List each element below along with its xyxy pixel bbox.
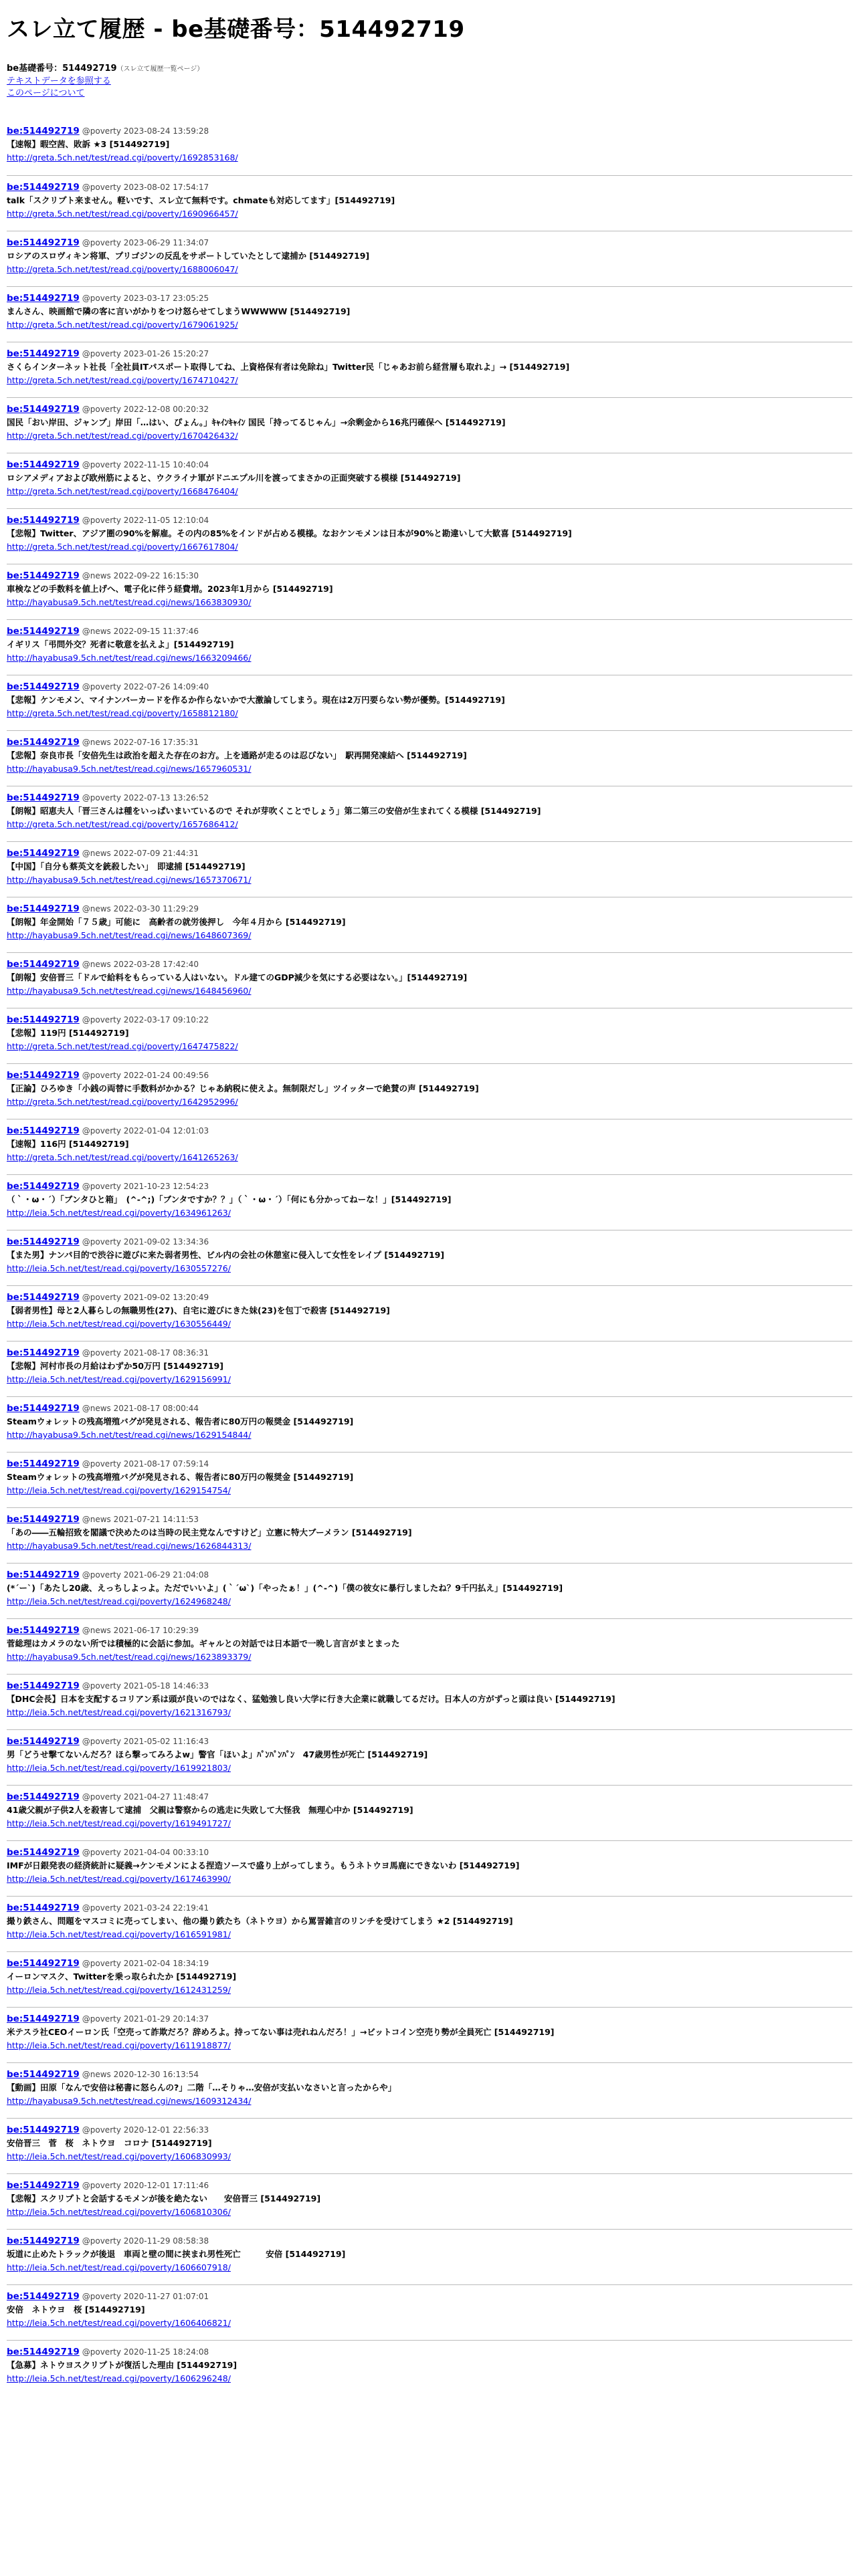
list-item	[7, 1951, 852, 2007]
list-item	[7, 1840, 852, 1896]
board-and-timestamp: @poverty 2021-10-23 12:54:23	[82, 1182, 209, 1191]
be-number-line	[7, 63, 852, 76]
board-and-timestamp: @poverty 2023-01-26 15:20:27	[82, 349, 209, 358]
entry-header	[7, 625, 852, 638]
thread-title: まんさん、映画館で隣の客に言いがかりをつけ怒らせてしまうWWWWW [514492719]	[7, 306, 351, 316]
board-and-timestamp: @poverty 2022-07-13 13:26:52	[82, 793, 209, 802]
thread-url-link[interactable]: http://hayabusa9.5ch.net/test/read.cgi/news/1657370671/	[7, 875, 252, 885]
entry-header	[7, 292, 852, 305]
thread-title: イギリス「弔問外交？死者に敬意を払えよ」[514492719]	[7, 639, 234, 649]
thread-title: イーロンマスク、Twitterを乗っ取られたか [514492719]	[7, 1971, 237, 1981]
entry-header	[7, 347, 852, 360]
thread-url-link[interactable]: http://hayabusa9.5ch.net/test/read.cgi/news/1623893379/	[7, 1652, 252, 1662]
list-item	[7, 2284, 852, 2340]
entry-header	[7, 1457, 852, 1471]
thread-title: 坂道に止めたトラックが後退 車両と壁の間に挟まれ男性死亡 安倍 [514492719]	[7, 2249, 346, 2259]
text-data-link[interactable]: テキストデータを参照する	[7, 76, 111, 86]
thread-url-link[interactable]: http://leia.5ch.net/test/read.cgi/poverty/1629156991/	[7, 1374, 231, 1384]
list-item	[7, 175, 852, 231]
entry-header	[7, 2345, 852, 2359]
entry-header	[7, 1790, 852, 1804]
entry-header	[7, 902, 852, 916]
board-and-timestamp: @news 2021-06-17 10:29:39	[82, 1626, 199, 1635]
entry-header	[7, 2012, 852, 2026]
be-id-link[interactable]: be:514492719	[7, 237, 80, 248]
entry-header	[7, 736, 852, 749]
be-number-label: be基礎番号：514492719	[7, 64, 117, 74]
list-item	[7, 231, 852, 286]
entry-header	[7, 1180, 852, 1193]
thread-url-link[interactable]: http://leia.5ch.net/test/read.cgi/poverty/1606830993/	[7, 2151, 231, 2161]
be-id-link[interactable]: be:514492719	[7, 1958, 80, 1969]
board-and-timestamp: @news 2021-07-21 14:11:53	[82, 1515, 199, 1524]
be-id-link[interactable]: be:514492719	[7, 1903, 80, 1913]
be-id-link[interactable]: be:514492719	[7, 1681, 80, 1691]
board-and-timestamp: @poverty 2023-06-29 11:34:07	[82, 238, 209, 247]
thread-url-link[interactable]: http://leia.5ch.net/test/read.cgi/poverty/1634961263/	[7, 1208, 231, 1218]
list-item	[7, 786, 852, 841]
thread-title: （｀・ω・´）「ブンタひと箱」 (^-^;)「ブンタですか？？」（｀・ω・´）「何にも分かってねーな！」[514492719]	[7, 1194, 452, 1204]
entry-header	[7, 569, 852, 582]
thread-title: 【悲報】Twitter、アジア圏の90%を解雇。その内の85%をインドが占める模様。なおケンモメンは日本が90%と勘違いして大歓喜 [514492719]	[7, 528, 572, 538]
board-and-timestamp: @poverty 2021-06-29 21:04:08	[82, 1570, 209, 1580]
entry-header	[7, 1124, 852, 1138]
page-meta	[7, 63, 852, 100]
thread-history-list	[7, 120, 852, 2395]
list-item	[7, 730, 852, 786]
be-id-link[interactable]: be:514492719	[7, 1014, 80, 1025]
entry-header	[7, 1679, 852, 1693]
thread-url-link[interactable]: http://hayabusa9.5ch.net/test/read.cgi/news/1657960531/	[7, 764, 252, 774]
list-item	[7, 675, 852, 730]
be-id-link[interactable]: be:514492719	[7, 1514, 80, 1525]
list-item	[7, 2340, 852, 2395]
board-and-timestamp: @poverty 2021-08-17 07:59:14	[82, 1459, 209, 1469]
list-item	[7, 1174, 852, 1230]
list-item	[7, 1230, 852, 1285]
thread-url-link[interactable]: http://leia.5ch.net/test/read.cgi/poverty/1606296248/	[7, 2373, 231, 2383]
entry-header	[7, 680, 852, 693]
entry-header	[7, 1846, 852, 1859]
entry-header	[7, 1069, 852, 1082]
thread-url-link[interactable]: http://leia.5ch.net/test/read.cgi/poverty/1619491727/	[7, 1818, 231, 1828]
be-id-link[interactable]: be:514492719	[7, 959, 80, 970]
thread-title: 【中国】「自分も蔡英文を銃殺したい」 即逮捕 [514492719]	[7, 861, 246, 871]
thread-url-link[interactable]: http://hayabusa9.5ch.net/test/read.cgi/news/1609312434/	[7, 2096, 252, 2106]
be-id-link[interactable]: be:514492719	[7, 1570, 80, 1580]
thread-url-link[interactable]: http://greta.5ch.net/test/read.cgi/poverty/1667617804/	[7, 542, 238, 552]
page-title: スレ立て履歴 - be基礎番号：514492719	[7, 16, 465, 43]
thread-title: ロシアのスロヴィキン将軍、プリゴジンの反乱をサポートしていたとして逮捕か [514492719]	[7, 251, 370, 261]
list-item	[7, 397, 852, 453]
thread-url-link[interactable]: http://greta.5ch.net/test/read.cgi/poverty/1658812180/	[7, 708, 238, 718]
entry-header	[7, 847, 852, 860]
entry-header	[7, 2234, 852, 2248]
board-and-timestamp: @poverty 2021-01-29 20:14:37	[82, 2014, 209, 2024]
entry-header	[7, 236, 852, 249]
board-and-timestamp: @poverty 2022-11-05 12:10:04	[82, 516, 209, 525]
thread-title: 安倍 ネトウヨ 桜 [514492719]	[7, 2304, 145, 2315]
thread-title: 【弱者男性】母と2人暮らしの無職男性(27)、自宅に遊びにきた妹(23)を包丁で殺害 [514492719]	[7, 1305, 390, 1315]
be-id-link[interactable]: be:514492719	[7, 293, 80, 304]
entry-header	[7, 1346, 852, 1360]
entry-header	[7, 514, 852, 527]
thread-url-link[interactable]: http://greta.5ch.net/test/read.cgi/poverty/1668476404/	[7, 486, 238, 496]
thread-url-link[interactable]: http://hayabusa9.5ch.net/test/read.cgi/news/1648456960/	[7, 986, 252, 996]
entry-header	[7, 1957, 852, 1970]
be-id-link[interactable]: be:514492719	[7, 1292, 80, 1303]
board-and-timestamp: @news 2022-07-16 17:35:31	[82, 738, 199, 747]
entry-header	[7, 1291, 852, 1304]
board-and-timestamp: @news 2022-09-15 11:37:46	[82, 627, 199, 636]
board-and-timestamp: @news 2022-09-22 16:15:30	[82, 571, 199, 580]
thread-title: 菅総理はカメラのない所では積極的に会話に参加。ギャルとの対話では日本語で一晩し言言がまとまった	[7, 1638, 400, 1648]
be-id-link[interactable]: be:514492719	[7, 1237, 80, 1247]
be-number-note: （スレ立て履歴一覧ページ）	[116, 66, 204, 73]
list-item	[7, 1674, 852, 1729]
thread-url-link[interactable]: http://leia.5ch.net/test/read.cgi/poverty/1619921803/	[7, 1763, 231, 1773]
board-and-timestamp: @poverty 2021-05-02 11:16:43	[82, 1737, 209, 1746]
board-and-timestamp: @poverty 2020-12-01 22:56:33	[82, 2125, 209, 2135]
list-item	[7, 1119, 852, 1174]
board-and-timestamp: @poverty 2021-09-02 13:34:36	[82, 1237, 209, 1247]
thread-title: 国民「おい岸田、ジャンプ」岸田「…はい、ぴょん。」ｷｬｲﾝｷｬｲﾝ 国民「持ってるじゃん」→余剰金から16兆円確保へ [514492719]	[7, 417, 506, 427]
thread-url-link[interactable]: http://leia.5ch.net/test/read.cgi/poverty/1630557276/	[7, 1263, 231, 1273]
thread-url-link[interactable]: http://greta.5ch.net/test/read.cgi/poverty/1692853168/	[7, 152, 238, 163]
thread-url-link[interactable]: http://hayabusa9.5ch.net/test/read.cgi/news/1663830930/	[7, 597, 252, 607]
board-and-timestamp: @news 2022-03-28 17:42:40	[82, 960, 199, 969]
be-id-link[interactable]: be:514492719	[7, 459, 80, 470]
thread-title: 41歳父親が子供2人を殺害して逮捕 父親は警察からの逃走に失敗して大怪我 無理心中か [514492719]	[7, 1805, 413, 1815]
board-and-timestamp: @poverty 2020-12-01 17:11:46	[82, 2181, 209, 2190]
thread-title: 【急募】ネトウヨスクリプトが復活した理由 [514492719]	[7, 2360, 237, 2370]
thread-title: 【正論】ひろゆき「小銭の両替に手数料がかかる？じゃあ納税に使えよ。無制限だし」ツイッターで絶賛の声 [514492719]	[7, 1083, 479, 1093]
board-and-timestamp: @poverty 2020-11-29 08:58:38	[82, 2236, 209, 2246]
be-id-link[interactable]: be:514492719	[7, 2180, 80, 2191]
list-item	[7, 1341, 852, 1396]
be-id-link[interactable]: be:514492719	[7, 126, 80, 136]
be-id-link[interactable]: be:514492719	[7, 903, 80, 914]
board-and-timestamp: @poverty 2022-03-17 09:10:22	[82, 1015, 209, 1025]
list-item	[7, 841, 852, 897]
thread-title: 撮り鉄さん、問題をマスコミに売ってしまい、他の撮り鉄たち（ネトウヨ）から罵詈雑言のリンチを受けてしまう ★2 [514492719]	[7, 1916, 513, 1926]
be-id-link[interactable]: be:514492719	[7, 792, 80, 803]
list-item	[7, 1396, 852, 1452]
thread-url-link[interactable]: http://greta.5ch.net/test/read.cgi/poverty/1657686412/	[7, 819, 238, 829]
thread-title: 【速報】116円 [514492719]	[7, 1139, 129, 1149]
thread-title: 米テスラ社CEOイーロン氏「空売って詐欺だろ？辞めろよ。持ってない事は売れねんだろ！」→ビットコイン空売り勢が全員死亡 [514492719]	[7, 2027, 555, 2037]
be-id-link[interactable]: be:514492719	[7, 2069, 80, 2080]
thread-url-link[interactable]: http://hayabusa9.5ch.net/test/read.cgi/news/1629154844/	[7, 1430, 252, 1440]
list-item	[7, 286, 852, 342]
be-id-link[interactable]: be:514492719	[7, 1847, 80, 1858]
thread-title: 【朗報】昭恵夫人「晋三さんは種をいっぱいまいているので それが芽吹くことでしょう」第二第三の安倍が生まれてくる模様 [514492719]	[7, 806, 541, 816]
list-item	[7, 453, 852, 508]
be-id-link[interactable]: be:514492719	[7, 182, 80, 193]
list-item	[7, 2062, 852, 2118]
thread-title: さくらインターネット社長「全社員ITパスポート取得してね、上資格保有者は免除ね」Twitter民「じゃあお前ら経営層も取れよ」→ [514492719]	[7, 362, 570, 372]
thread-url-link[interactable]: http://leia.5ch.net/test/read.cgi/poverty/1630556449/	[7, 1319, 231, 1329]
board-and-timestamp: @poverty 2023-08-24 13:59:28	[82, 126, 209, 136]
entry-header	[7, 1235, 852, 1249]
thread-url-link[interactable]: http://leia.5ch.net/test/read.cgi/poverty/1617463990/	[7, 1874, 231, 1884]
list-item	[7, 1285, 852, 1341]
board-and-timestamp: @poverty 2020-11-27 01:07:01	[82, 2292, 209, 2301]
thread-title: Steamウォレットの残高増殖バグが発見される、報告者に80万円の報奨金 [514492719]	[7, 1472, 354, 1482]
list-item	[7, 1785, 852, 1840]
thread-url-link[interactable]: http://leia.5ch.net/test/read.cgi/poverty/1621316793/	[7, 1707, 231, 1717]
be-id-link[interactable]: be:514492719	[7, 2291, 80, 2302]
thread-url-link[interactable]: http://leia.5ch.net/test/read.cgi/poverty/1606406821/	[7, 2318, 231, 2328]
be-id-link[interactable]: be:514492719	[7, 1792, 80, 1802]
board-and-timestamp: @poverty 2021-02-04 18:34:19	[82, 1959, 209, 1968]
thread-url-link[interactable]: http://leia.5ch.net/test/read.cgi/poverty/1624968248/	[7, 1596, 231, 1606]
be-id-link[interactable]: be:514492719	[7, 2014, 80, 2024]
be-id-link[interactable]: be:514492719	[7, 1459, 80, 1469]
thread-url-link[interactable]: http://greta.5ch.net/test/read.cgi/poverty/1679061925/	[7, 320, 238, 330]
thread-title: (*´ー`)「あたし20歳、えっちしよっよ。ただでいいよ」(｀´ω`)「やったぁ！」(^-^)「僕の彼女に暴行しましたね？9千円払え」[514492719]	[7, 1583, 563, 1593]
board-and-timestamp: @poverty 2022-11-15 10:40:04	[82, 460, 209, 469]
board-and-timestamp: @poverty 2021-03-24 22:19:41	[82, 1903, 209, 1913]
thread-title: IMFが日銀発表の経済統計に疑義→ケンモメンによる捏造ソースで盛り上がってしまう。もうネトウヨ馬鹿にできないわ [514492719]	[7, 1860, 520, 1870]
entry-header	[7, 458, 852, 471]
entry-header	[7, 2068, 852, 2081]
thread-title: 【悲報】スクリプトと会話するモメンが後を絶たない 安倍晋三 [514492719]	[7, 2193, 321, 2204]
be-id-link[interactable]: be:514492719	[7, 570, 80, 581]
board-and-timestamp: @news 2022-03-30 11:29:29	[82, 904, 199, 914]
list-item	[7, 952, 852, 1008]
thread-url-link[interactable]: http://leia.5ch.net/test/read.cgi/poverty/1612431259/	[7, 1985, 231, 1995]
list-item	[7, 508, 852, 564]
thread-title: 車検などの手数料を値上げへ、電子化に伴う経費増。2023年1月から [514492719]	[7, 584, 333, 594]
entry-header	[7, 1513, 852, 1526]
thread-url-link[interactable]: http://greta.5ch.net/test/read.cgi/poverty/1688006047/	[7, 264, 238, 274]
entry-header	[7, 1568, 852, 1582]
be-id-link[interactable]: be:514492719	[7, 348, 80, 359]
list-item	[7, 1008, 852, 1063]
be-id-link[interactable]: be:514492719	[7, 848, 80, 859]
thread-title: Steamウォレットの残高増殖バグが発見される、報告者に80万円の報奨金 [514492719]	[7, 1416, 354, 1426]
list-item	[7, 564, 852, 619]
thread-url-link[interactable]: http://leia.5ch.net/test/read.cgi/poverty/1606810306/	[7, 2207, 231, 2217]
board-and-timestamp: @poverty 2022-01-24 00:49:56	[82, 1071, 209, 1080]
thread-title: 【動画】田原「なんで安倍は秘書に怒らんの?」二階「…そりゃ…安倍が支払いなさいと言ったからや」	[7, 2082, 397, 2092]
be-id-link[interactable]: be:514492719	[7, 2347, 80, 2357]
be-id-link[interactable]: be:514492719	[7, 2236, 80, 2246]
thread-title: talk「スクリプト来ません。軽いです、スレ立て無料です。chmateも対応してます」[514492719]	[7, 195, 395, 205]
list-item	[7, 2118, 852, 2173]
thread-title: 【朗報】安倍晋三「ドルで給料をもらっている人はいない。ドル建てのGDP減少を気にする必要はない。」[514492719]	[7, 972, 468, 982]
board-and-timestamp: @poverty 2022-12-08 00:20:32	[82, 405, 209, 414]
entry-header	[7, 791, 852, 804]
thread-url-link[interactable]: http://greta.5ch.net/test/read.cgi/poverty/1647475822/	[7, 1041, 238, 1051]
board-and-timestamp: @poverty 2021-04-27 11:48:47	[82, 1792, 209, 1802]
entry-header	[7, 1624, 852, 1637]
thread-title: 【悲報】119円 [514492719]	[7, 1028, 129, 1038]
thread-url-link[interactable]: http://leia.5ch.net/test/read.cgi/poverty/1616591981/	[7, 1929, 231, 1939]
be-id-link[interactable]: be:514492719	[7, 1125, 80, 1136]
list-item	[7, 342, 852, 397]
be-id-link[interactable]: be:514492719	[7, 626, 80, 637]
entry-header	[7, 2123, 852, 2137]
entry-header	[7, 2290, 852, 2303]
list-item	[7, 619, 852, 675]
be-id-link[interactable]: be:514492719	[7, 404, 80, 415]
list-item	[7, 2173, 852, 2229]
board-and-timestamp: @poverty 2021-04-04 00:33:10	[82, 1848, 209, 1857]
list-item	[7, 1063, 852, 1119]
be-id-link[interactable]: be:514492719	[7, 1403, 80, 1414]
thread-title: 男「どうせ撃てないんだろ？ほら撃ってみろよw」警官「ほいよ」ﾊﾟﾝﾊﾟﾝﾊﾟﾝ 47歳男性が死亡 [514492719]	[7, 1749, 428, 1759]
entry-header	[7, 403, 852, 416]
board-and-timestamp: @news 2020-12-30 16:13:54	[82, 2070, 199, 2079]
list-item	[7, 2229, 852, 2284]
thread-url-link[interactable]: http://leia.5ch.net/test/read.cgi/poverty/1629154754/	[7, 1485, 231, 1495]
board-and-timestamp: @poverty 2023-08-02 17:54:17	[82, 183, 209, 192]
thread-url-link[interactable]: http://greta.5ch.net/test/read.cgi/poverty/1642952996/	[7, 1097, 238, 1107]
entry-header	[7, 958, 852, 971]
board-and-timestamp: @poverty 2022-01-04 12:01:03	[82, 1126, 209, 1136]
entry-header	[7, 1735, 852, 1748]
entry-header	[7, 181, 852, 194]
board-and-timestamp: @poverty 2021-09-02 13:20:49	[82, 1293, 209, 1302]
thread-url-link[interactable]: http://greta.5ch.net/test/read.cgi/poverty/1641265263/	[7, 1152, 238, 1162]
thread-title: 【朗報】年金開始「７５歳」可能に 高齢者の就労後押し 今年４月から [514492719]	[7, 917, 346, 927]
thread-title: 【悲報】奈良市長「安倍先生は政治を超えた存在のお方。上を通路が走るのは忍びない」 駅再開発凍結へ [514492719]	[7, 750, 467, 760]
be-id-link[interactable]: be:514492719	[7, 515, 80, 526]
thread-title: 【速報】暇空茜、敗訴 ★3 [514492719]	[7, 139, 170, 149]
about-page-link[interactable]: このページについて	[7, 88, 85, 98]
be-id-link[interactable]: be:514492719	[7, 737, 80, 748]
board-and-timestamp: @poverty 2023-03-17 23:05:25	[82, 294, 209, 303]
be-id-link[interactable]: be:514492719	[7, 1625, 80, 1636]
board-and-timestamp: @news 2022-07-09 21:44:31	[82, 849, 199, 858]
list-item	[7, 2007, 852, 2062]
thread-url-link[interactable]: http://leia.5ch.net/test/read.cgi/poverty/1606607918/	[7, 2262, 231, 2272]
be-id-link[interactable]: be:514492719	[7, 1348, 80, 1358]
thread-url-link[interactable]: http://greta.5ch.net/test/read.cgi/poverty/1670426432/	[7, 431, 238, 441]
thread-title: ロシアメディアおよび欧州筋によると、ウクライナ軍がドニエプル川を渡ってまさかの正面突破する模様 [514492719]	[7, 473, 461, 483]
board-and-timestamp: @poverty 2022-07-26 14:09:40	[82, 682, 209, 691]
board-and-timestamp: @poverty 2021-08-17 08:36:31	[82, 1348, 209, 1358]
list-item	[7, 897, 852, 952]
thread-title: 安倍晋三 菅 桜 ネトウヨ コロナ [514492719]	[7, 2138, 212, 2148]
thread-url-link[interactable]: http://leia.5ch.net/test/read.cgi/poverty/1611918877/	[7, 2040, 231, 2050]
entry-header	[7, 124, 852, 138]
board-and-timestamp: @news 2021-08-17 08:00:44	[82, 1404, 199, 1413]
be-id-link[interactable]: be:514492719	[7, 1181, 80, 1192]
thread-title: 【DHC会長】日本を支配するコリアン系は頭が良いのではなく、猛勉強し良い大学に行き大企業に就職してるだけ。日本人の方がずっと頭は良い [514492719]	[7, 1694, 615, 1704]
be-id-link[interactable]: be:514492719	[7, 1070, 80, 1081]
thread-url-link[interactable]: http://hayabusa9.5ch.net/test/read.cgi/news/1626844313/	[7, 1541, 252, 1551]
board-and-timestamp: @poverty 2020-11-25 18:24:08	[82, 2347, 209, 2357]
list-item	[7, 1618, 852, 1674]
be-id-link[interactable]: be:514492719	[7, 2125, 80, 2135]
entry-header	[7, 1402, 852, 1415]
list-item	[7, 1896, 852, 1951]
thread-title: 【また男】ナンパ目的で渋谷に遊びに来た弱者男性、ビル内の会社の休憩室に侵入して女性をレイプ [514492719]	[7, 1250, 445, 1260]
thread-url-link[interactable]: http://hayabusa9.5ch.net/test/read.cgi/news/1663209466/	[7, 653, 252, 663]
thread-title: 「あの――五輪招致を閣議で決めたのは当時の民主党なんですけど」立憲に特大ブーメラン [514492719]	[7, 1527, 412, 1537]
entry-header	[7, 1013, 852, 1027]
list-item	[7, 1729, 852, 1785]
entry-header	[7, 1901, 852, 1915]
be-id-link[interactable]: be:514492719	[7, 681, 80, 692]
thread-title: 【悲報】ケンモメン、マイナンバーカードを作るか作らないかで大激論してしまう。現在は2万円要らない勢が優勢。[514492719]	[7, 695, 505, 705]
list-item	[7, 1563, 852, 1618]
be-id-link[interactable]: be:514492719	[7, 1736, 80, 1747]
thread-url-link[interactable]: http://greta.5ch.net/test/read.cgi/poverty/1690966457/	[7, 209, 238, 219]
list-item	[7, 1507, 852, 1563]
thread-title: 【悲報】河村市長の月給はわずか50万円 [514492719]	[7, 1361, 223, 1371]
list-item	[7, 1452, 852, 1507]
thread-url-link[interactable]: http://greta.5ch.net/test/read.cgi/poverty/1674710427/	[7, 375, 238, 385]
entry-header	[7, 2179, 852, 2192]
thread-url-link[interactable]: http://hayabusa9.5ch.net/test/read.cgi/news/1648607369/	[7, 930, 252, 940]
board-and-timestamp: @poverty 2021-05-18 14:46:33	[82, 1681, 209, 1691]
list-item	[7, 120, 852, 175]
